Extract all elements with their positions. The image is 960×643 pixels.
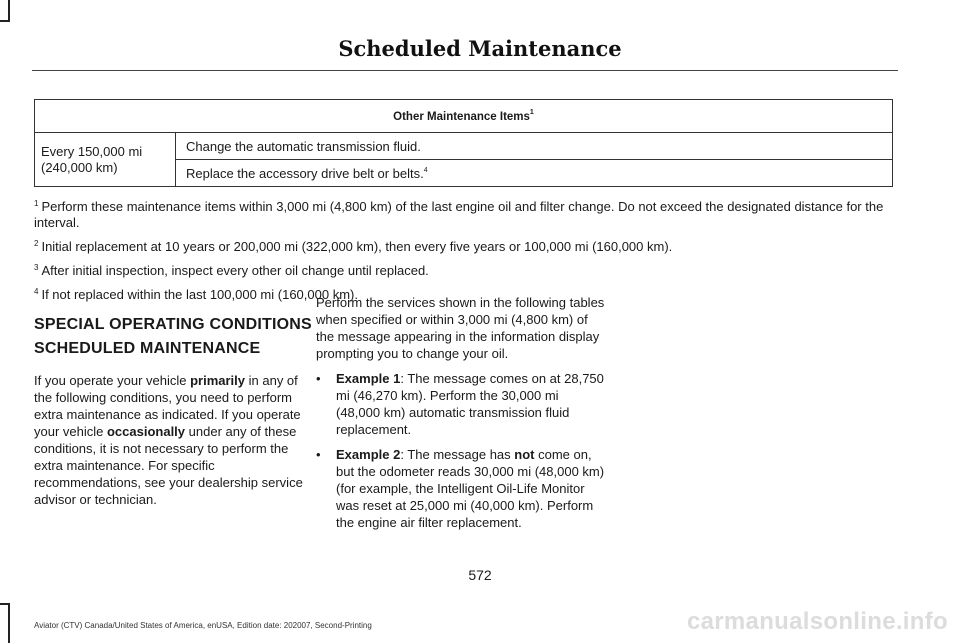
section-heading-scheduled-maintenance: SCHEDULED MAINTENANCE (34, 340, 261, 357)
task-cell: Replace the accessory drive belt or belts.$^4$ (176, 160, 893, 187)
footnote: $^1$ Perform these maintenance items within 3,000 mi (4,800 km) of the last engine oil and filter change. Do not exceed the designated distance for the interval. (34, 199, 884, 230)
example-bullet: • Example 1: The message comes on at 28,750 mi (46,270 km). Perform the 30,000 mi (48,000 km) automatic transmission fluid replacement. (316, 371, 604, 437)
example-bullet: • Example 2: The message has not come on, but the odometer reads 30,000 mi (48,000 km) (for example, the Intelligent Oil-Life Monitor was reset at 25,000 mi (40,000 km). Perform the engine air filter replacement. (316, 447, 605, 530)
task-note: 4 (423, 166, 428, 174)
crop-mark-top-left-v (8, 0, 10, 22)
table-header-row (35, 100, 893, 133)
section-heading-special-conditions: SPECIAL OPERATING CONDITIONS (34, 316, 312, 333)
footnote: $^2$ Initial replacement at 10 years or 200,000 mi (322,000 km), then every five years or 100,000 mi (160,000 km). (34, 239, 673, 254)
intro-paragraph: If you operate your vehicle primarily in any of the following conditions, you need to perform extra maintenance as indicated. If you operate your vehicle occasionally under any of these conditions, it is not necessary to perform the extra maintenance. For specific recommendations, see your dealership service advisor or technician. (34, 373, 303, 507)
services-paragraph: Perform the services shown in the following tables when specified or within 3,000 mi (4,800 km) of the message appearing in the information display prompting you to change your oil. (316, 295, 605, 361)
services-column (316, 294, 606, 531)
bullet-icon: • (316, 447, 321, 462)
edition-footer: Aviator (CTV) Canada/United States of America, enUSA, Edition date: 202007, Second-Printing (34, 621, 372, 630)
crop-mark-bottom-left-h (0, 603, 10, 605)
table-row (35, 133, 893, 160)
header-divider (32, 70, 898, 71)
page-number: 572 (468, 567, 492, 583)
watermark-logo: carmanualsonline.info (686, 608, 948, 635)
crop-mark-top-left-h (0, 20, 10, 22)
footnote: $^4$ If not replaced within the last 100,000 mi (160,000 km). (34, 287, 358, 302)
table-title: Other Maintenance Items$^1$ (35, 100, 893, 133)
task-cell: Change the automatic transmission fluid. (176, 133, 893, 160)
page-header-title: Scheduled Maintenance (338, 36, 622, 61)
interval-cell: Every 150,000 mi (240,000 km) (35, 133, 176, 187)
crop-mark-bottom-left-v (8, 603, 10, 643)
footnote: $^3$ After initial inspection, inspect every other oil change until replaced. (34, 263, 429, 278)
maintenance-table (34, 99, 893, 187)
table-title-note: 1 (529, 109, 534, 116)
bullet-icon: • (316, 371, 321, 386)
footnotes (34, 196, 896, 303)
